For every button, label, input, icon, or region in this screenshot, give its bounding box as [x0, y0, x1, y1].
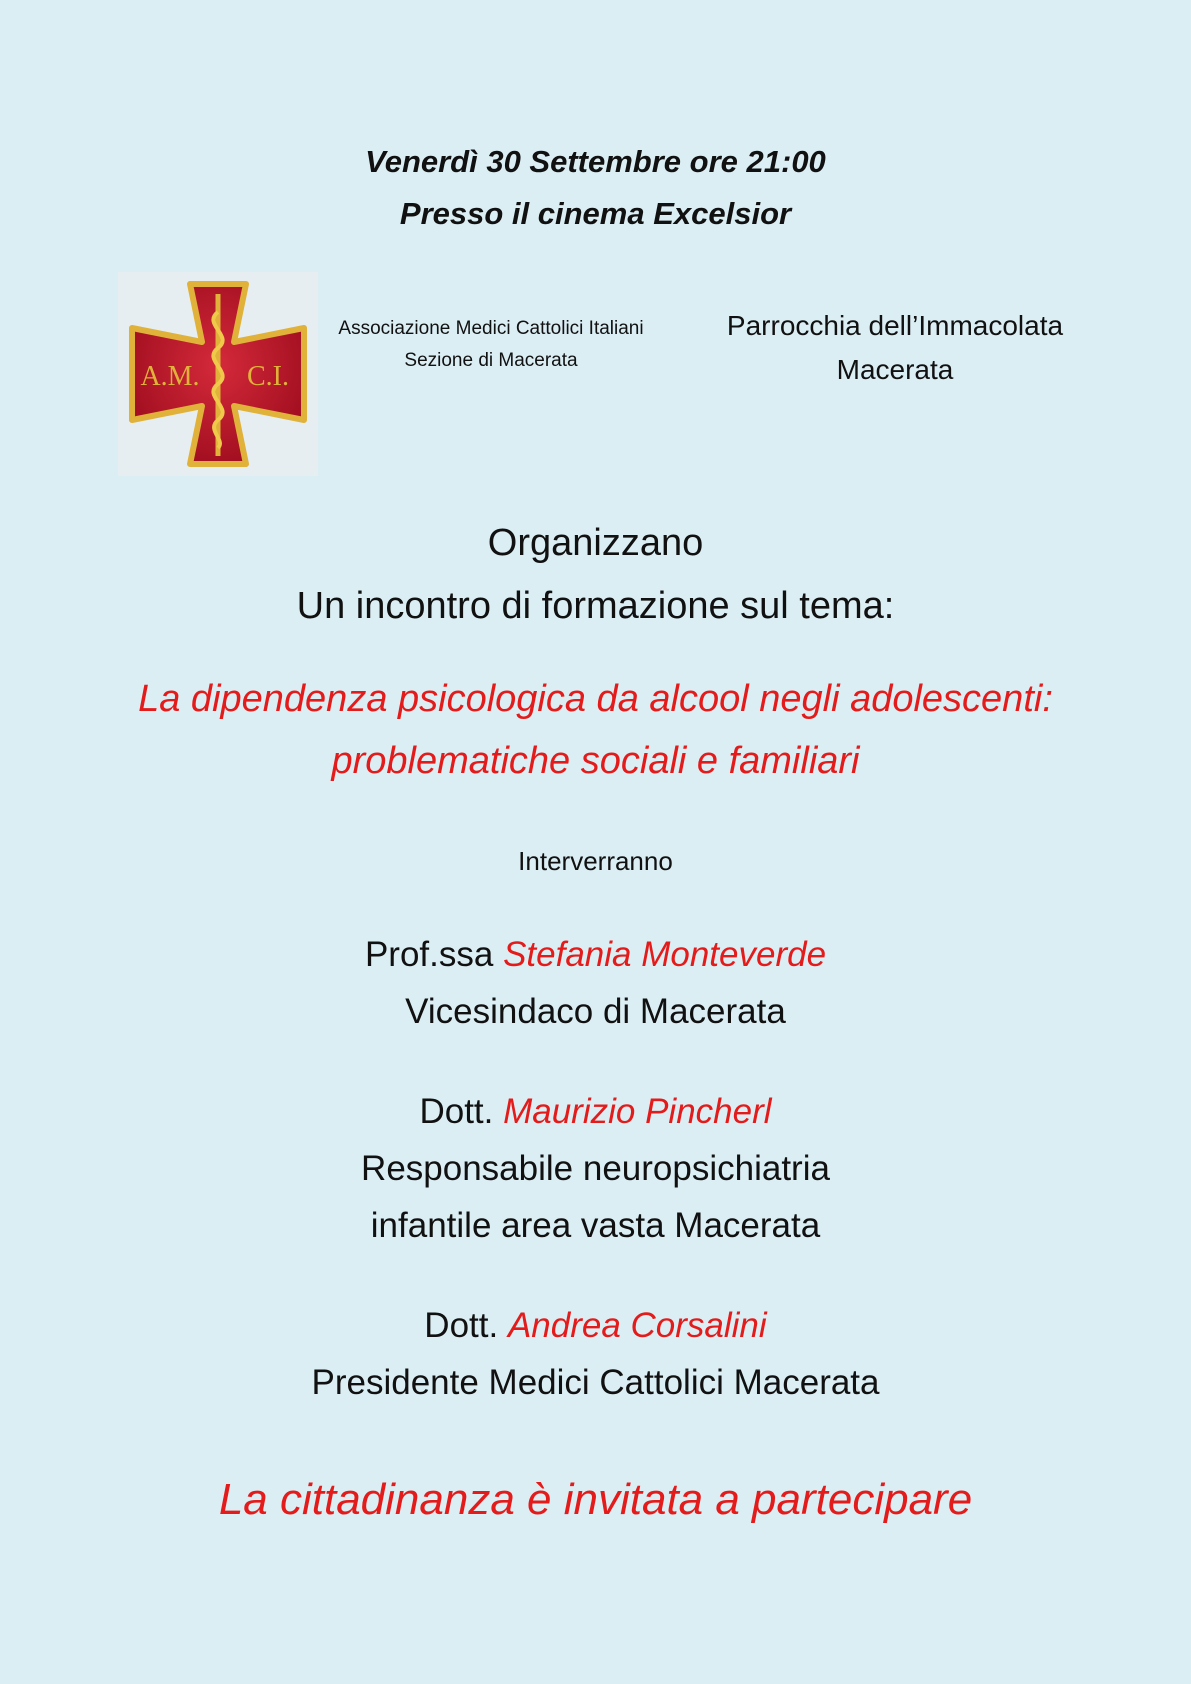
- topic-line-1: La dipendenza psicologica da alcool negli adolescenti:: [138, 678, 1053, 720]
- amci-organizer: [316, 313, 666, 377]
- amci-name: Associazione Medici Cattolici Italiani: [338, 318, 644, 339]
- speaker-2-name: Maurizio Pincherl: [503, 1092, 772, 1131]
- speaker-3: [0, 1306, 1191, 1346]
- svg-text:C.I.: C.I.: [247, 361, 289, 392]
- speaker-1-role: Vicesindaco di Macerata: [405, 992, 786, 1031]
- speaker-2-title: Dott.: [419, 1092, 504, 1131]
- speaker-1-title: Prof.ssa: [364, 935, 504, 974]
- parish-organizer: [700, 304, 1090, 392]
- speakers-label: Interverranno: [518, 846, 673, 876]
- speaker-1-name: Stefania Monteverde: [503, 935, 827, 974]
- speaker-3-role: Presidente Medici Cattolici Macerata: [311, 1363, 880, 1402]
- amci-section: Sezione di Macerata: [404, 350, 578, 371]
- invitation: La cittadinanza è invitata a partecipare: [218, 1475, 973, 1524]
- svg-text:A.M.: A.M.: [140, 361, 200, 392]
- speaker-3-name: Andrea Corsalini: [507, 1306, 767, 1345]
- parish-city: Macerata: [836, 354, 954, 385]
- intro-organizzano: Organizzano: [487, 522, 704, 564]
- speaker-2-role-line-2: infantile area vasta Macerata: [370, 1206, 821, 1245]
- speaker-1: [0, 935, 1191, 975]
- parish-name: Parrocchia dell’Immacolata: [726, 310, 1064, 341]
- topic-line-2: problematiche sociali e familiari: [331, 740, 860, 782]
- intro-theme: Un incontro di formazione sul tema:: [296, 585, 895, 627]
- event-venue: Presso il cinema Excelsior: [399, 196, 792, 231]
- speaker-2-role-line-1: Responsabile neuropsichiatria: [361, 1149, 830, 1188]
- amci-cross-logo: [118, 272, 318, 476]
- speaker-2: [0, 1092, 1191, 1132]
- speaker-3-title: Dott.: [424, 1306, 508, 1345]
- event-date: Venerdì 30 Settembre ore 21:00: [365, 144, 826, 179]
